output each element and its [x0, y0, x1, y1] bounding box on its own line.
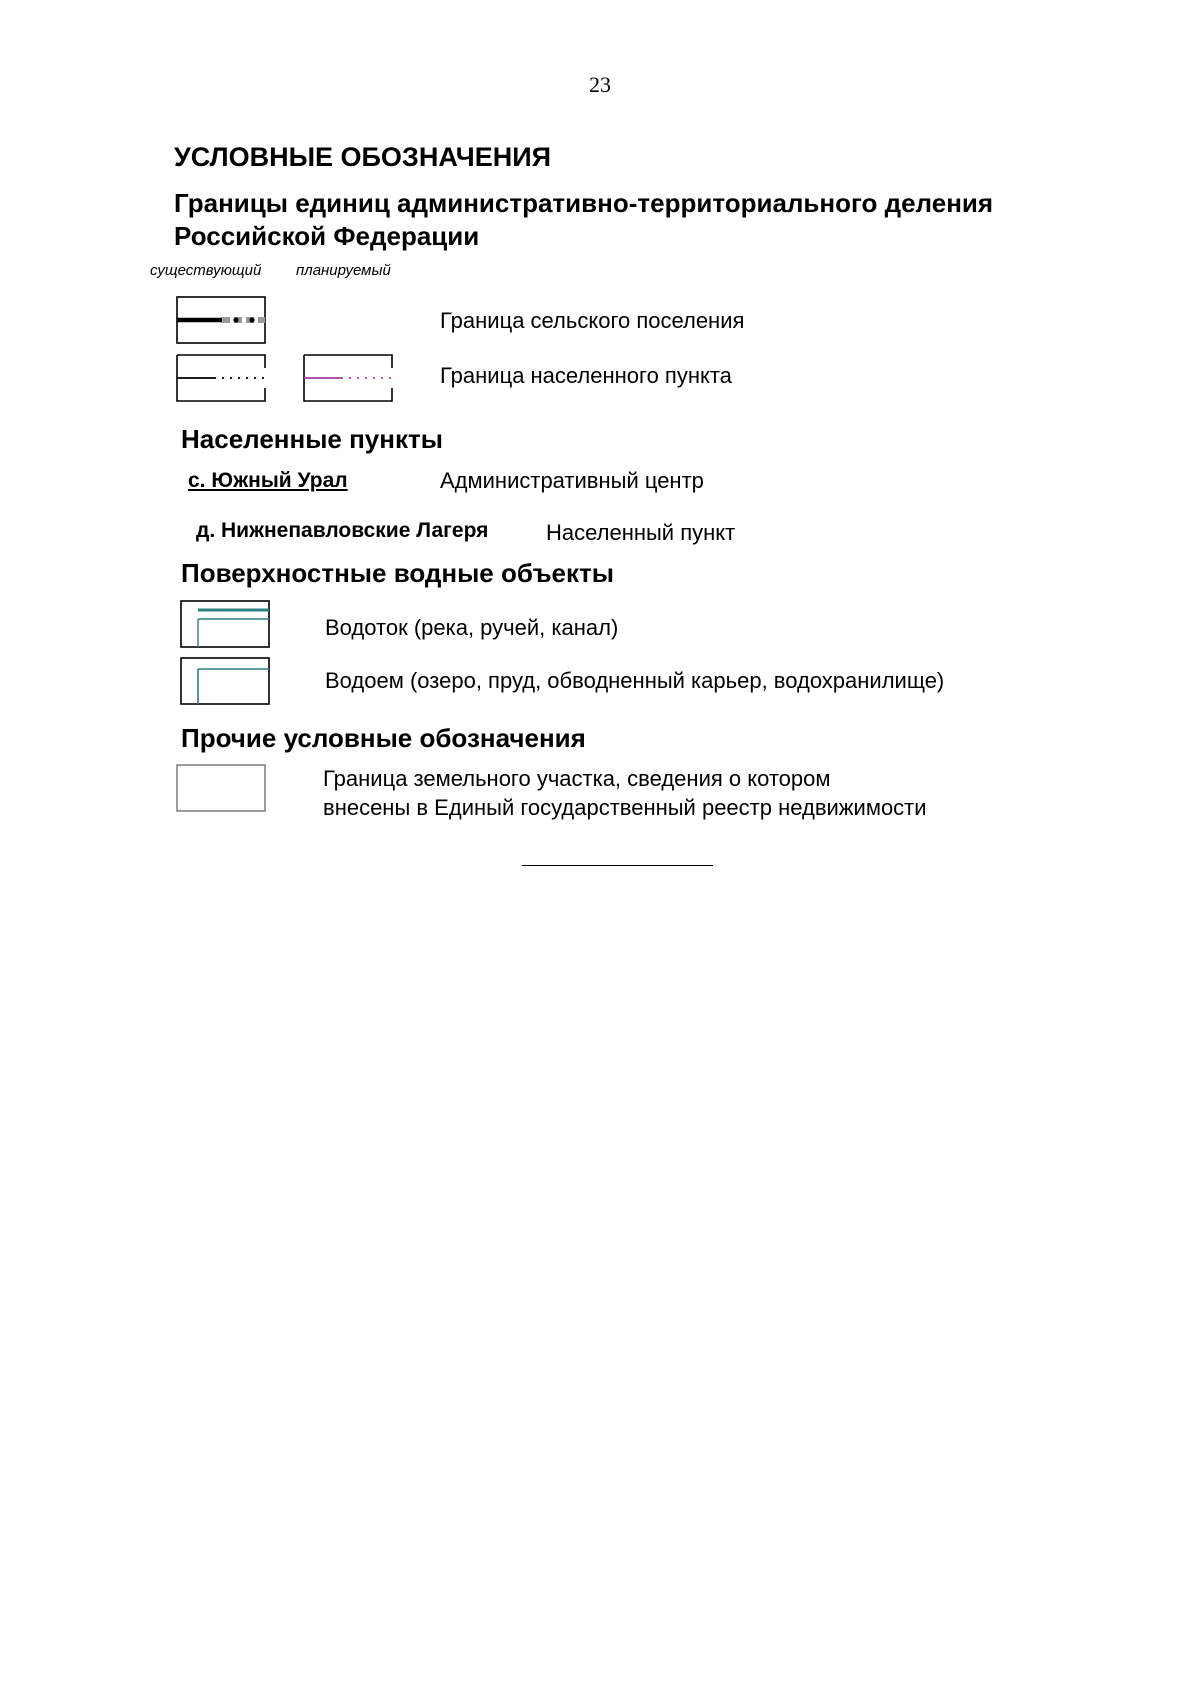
settlement-boundary-planned-symbol: [303, 354, 393, 402]
settlement-label: Населенный пункт: [546, 520, 736, 545]
rural-settlement-boundary-symbol: [176, 296, 266, 344]
watercourse-label: Водоток (река, ручей, канал): [325, 615, 619, 640]
water-body-symbol: [180, 657, 270, 705]
settlement-boundary-label: Граница населенного пункта: [440, 363, 732, 388]
footer-rule: [522, 865, 713, 866]
boundaries-heading-line1: Границы единиц административно-территориального деления: [174, 188, 994, 218]
rural-settlement-boundary-label: Граница сельского поселения: [440, 308, 745, 333]
watercourse-symbol: [180, 600, 270, 648]
other-heading: Прочие условные обозначения: [181, 723, 586, 753]
settlement-boundary-existing-symbol: [176, 354, 266, 402]
water-body-label: Водоем (озеро, пруд, обводненный карьер, водохранилище): [325, 668, 945, 693]
legend-title: УСЛОВНЫЕ ОБОЗНАЧЕНИЯ: [174, 142, 552, 172]
boundaries-heading-line2: Российской Федерации: [174, 221, 480, 251]
water-heading: Поверхностные водные объекты: [181, 558, 614, 588]
column-planned-label: планируемый: [296, 262, 391, 279]
column-existing-label: существующий: [150, 262, 262, 279]
land-plot-label-line1: Граница земельного участка, сведения о котором: [323, 766, 831, 791]
land-plot-symbol: [176, 764, 266, 812]
land-plot-label-line2: внесены в Единый государственный реестр недвижимости: [323, 795, 927, 820]
admin-center-example: с. Южный Урал: [188, 469, 348, 492]
settlement-example: д. Нижнепавловские Лагеря: [196, 519, 489, 542]
page-number: 23: [589, 72, 611, 97]
admin-center-label: Административный центр: [440, 468, 704, 493]
settlements-heading: Населенные пункты: [181, 424, 443, 454]
